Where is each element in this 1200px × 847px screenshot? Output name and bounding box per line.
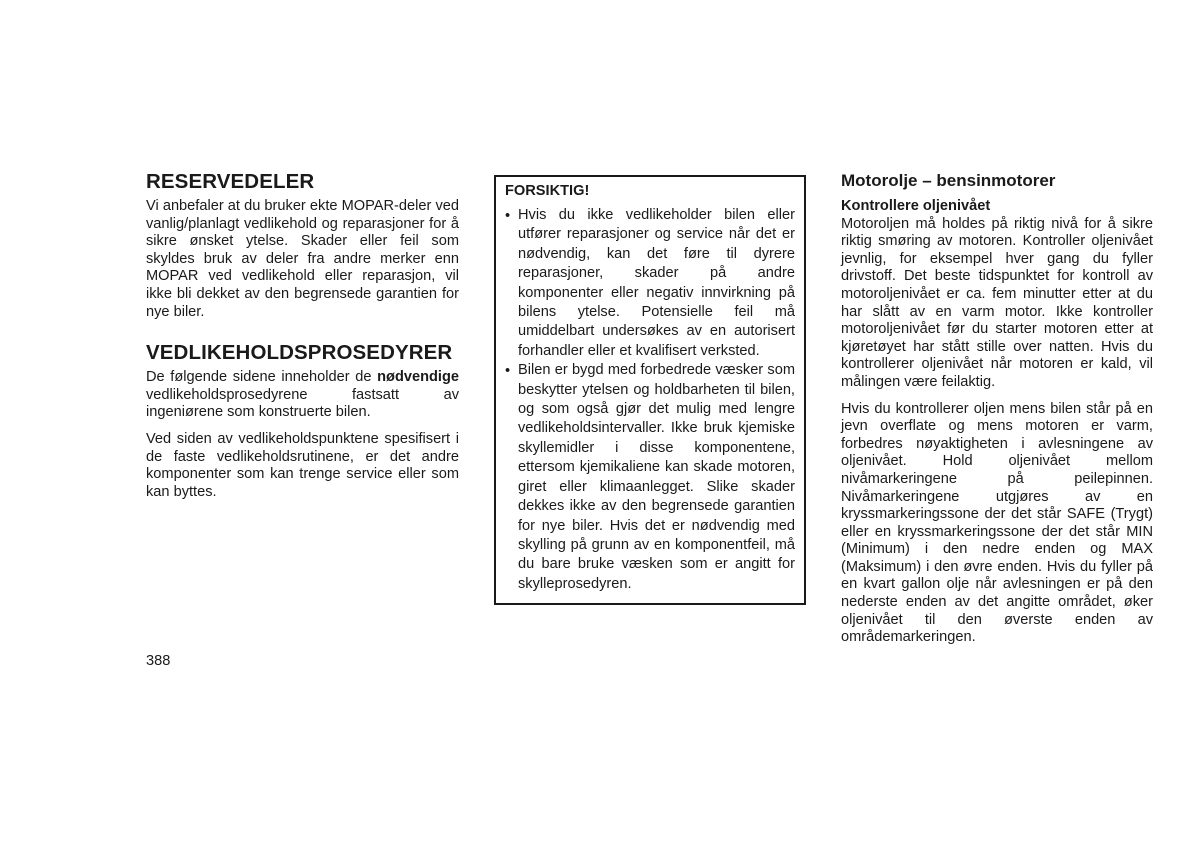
- caution-bullet-text: Bilen er bygd med forbedrede væsker som beskytter ytelsen og holdbarheten til bilen, og som også gjør det mulig med lengre vedlikeholdsintervaller. Ikke bruk kjemiske skyllemidler i disse komponentene, ettersom kjemikaliene kan skade motoren, giret eller klimaanlegget. Slike skader dekkes ikke av den begrensede garantien for nye biler. Hvis det er nødvendig med skylling på grunn av en komponentfeil, må du bare bruke væsken som er angitt for skylleprosedyren.: [518, 362, 795, 592]
- heading-vedlikeholdsprosedyrer: VEDLIKEHOLDSPROSEDYRER: [146, 341, 453, 365]
- paragraph-vedlikeholdspunkter: Ved siden av vedlikeholdspunktene spesifisert i de faste vedlikeholdsrutinene, er det andre komponenter som kan trenge service eller som kan byttes.: [146, 430, 459, 500]
- paragraph-motorolje-1: Motoroljen må holdes på riktig nivå for å sikre riktig smøring av motoren. Kontroller oljenivået jevnlig, for eksempel hver gang du fyller drivstoff. Det beste tidspunktet for kontroll av motoroljenivået er ca. fem minutter etter at du har slått av en varm motor. Ikke kontroller motoroljenivået før du starter motoren etter at kjøretøyet har stått stille over natten. Hvis du kontrollerer oljenivået når motoren er kald, vil målingen være feilaktig.: [841, 215, 1153, 390]
- paragraph-bold-word: nødvendige: [377, 369, 459, 386]
- caution-bullet-2: [505, 361, 795, 594]
- paragraph-text-after: vedlikeholdsprosedyrene fastsatt av ingeniørene som konstruerte bilen.: [146, 386, 459, 421]
- subheading-kontrollere-oljenivaet: Kontrollere oljenivået: [841, 198, 991, 214]
- caution-title: FORSIKTIG!: [505, 183, 590, 199]
- left-column: [146, 170, 459, 510]
- paragraph-reservedeler: Vi anbefaler at du bruker ekte MOPAR-deler ved vanlig/planlagt vedlikehold og reparasjoner for å sikre ønsket ytelse. Skader eller feil som skyldes bruk av deler fra andre merker enn MOPAR ved vedlikehold eller reparasjon, vil ikke bli dekket av den begrensede garantien for nye biler.: [146, 198, 459, 320]
- paragraph-motorolje-2: Hvis du kontrollerer oljen mens bilen står på en jevn overflate og mens motoren er varm, forbedres nøyaktigheten i avlesningene av oljenivået. Hold oljenivået mellom nivåmarkeringene på peilepinnen. Nivåmarkeringene utgjøres av en kryssmarkeringssone der det står SAFE (Trygt) eller en kryssmarkeringssone der det står MIN (Minimum) i den nedre enden og MAX (Maksimum) i den øvre enden. Hvis du fyller på en kvart gallon olje når avlesningen er på den nederste enden av det angitte området, øker oljenivået til den øverste enden av områdemarkeringen.: [841, 400, 1153, 646]
- bullet-icon: •: [505, 363, 511, 380]
- paragraph-text-before: De følgende sidene inneholder de: [146, 369, 378, 386]
- page-number: 388: [146, 653, 171, 669]
- caution-bullet-1: [505, 206, 795, 361]
- caution-box: [494, 175, 806, 605]
- heading-reservedeler: RESERVEDELER: [146, 170, 315, 193]
- heading-motorolje: Motorolje – bensinmotorer: [841, 171, 1056, 190]
- paragraph-vedlikeholdsprosedyrer: [146, 369, 459, 422]
- caution-bullet-text: Hvis du ikke vedlikeholder bilen eller utfører reparasjoner og service når det er nødvendig, kan det føre til dyrere reparasjoner, skader på andre komponenter eller negativ innvirkning på bilens ytelse. Potensielle feil må umiddelbart undersøkes av en autorisert forhandler eller et kvalifisert verksted.: [518, 207, 795, 359]
- right-column: [841, 170, 1153, 656]
- bullet-icon: •: [505, 208, 511, 224]
